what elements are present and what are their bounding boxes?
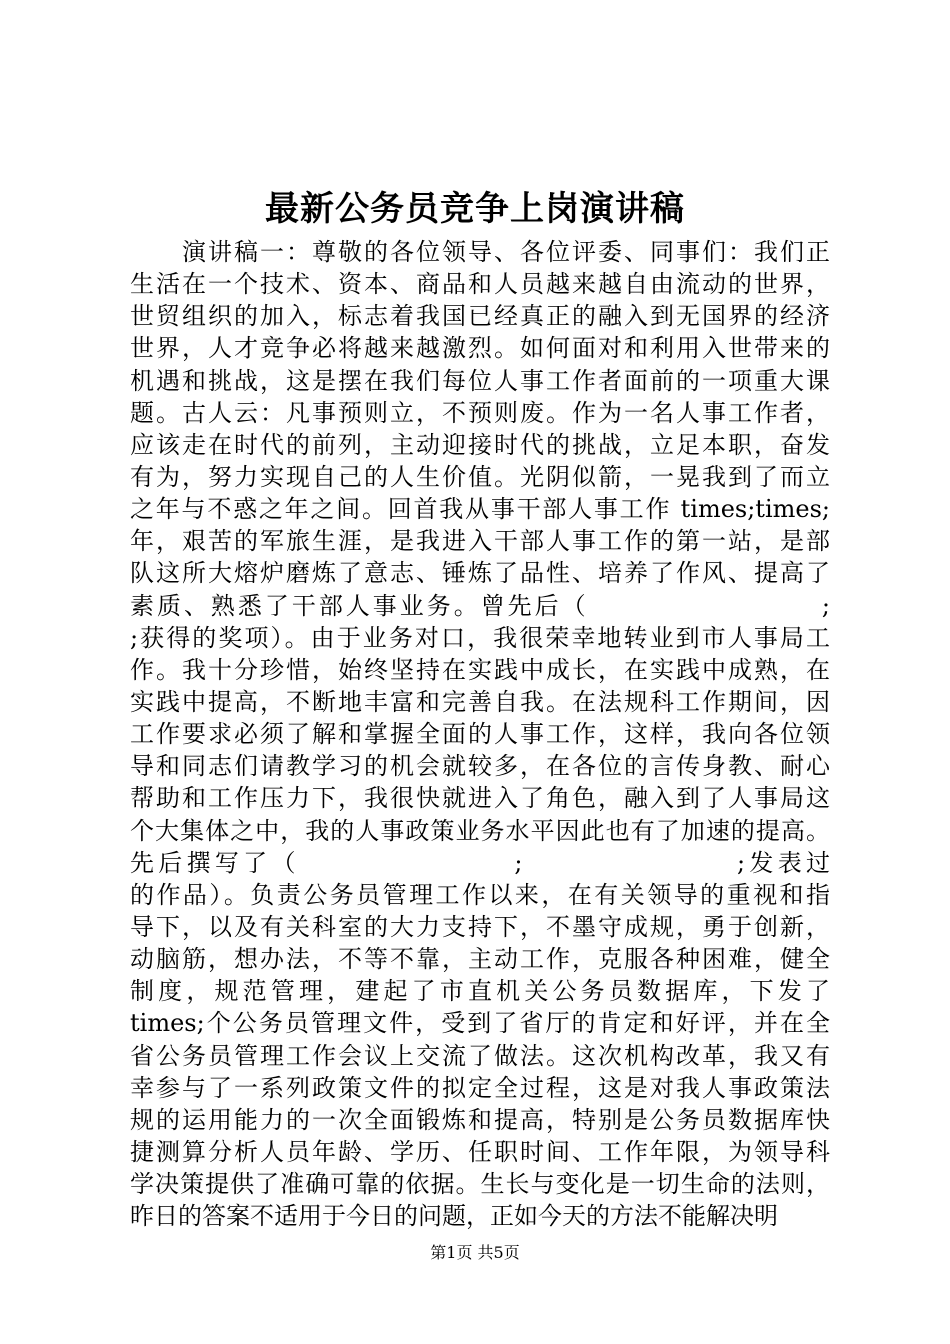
body-line: 机遇和挑战，这是摆在我们每位人事工作者面前的一项重大课 [130, 366, 830, 395]
body-line: 先后撰写了（ ; ;发表过 [130, 848, 830, 877]
body-line: 演讲稿一：尊敬的各位领导、各位评委、同事们：我们正 [130, 238, 830, 266]
body-line: 导和同志们请教学习的机会就较多，在各位的言传身教、耐心 [130, 752, 830, 781]
body-line: 素质、熟悉了干部人事业务。曾先后（ ; [130, 591, 830, 620]
page-footer: 第1页 共5页 [430, 1243, 520, 1262]
body-line: 队这所大熔炉磨炼了意志、锤炼了品性、培养了作风、提高了 [130, 559, 830, 588]
body-line: 规的运用能力的一次全面锻炼和提高，特别是公务员数据库快 [130, 1105, 830, 1134]
body-line: 生活在一个技术、资本、商品和人员越来越自由流动的世界， [130, 270, 830, 299]
body-line: 个大集体之中，我的人事政策业务水平因此也有了加速的提高。 [130, 816, 830, 845]
body-line: times;个公务员管理文件，受到了省厅的肯定和好评，并在全 [130, 1009, 830, 1038]
body-line: 动脑筋，想办法，不等不靠，主动工作，克服各种困难，健全 [130, 945, 830, 974]
body-line: 导下，以及有关科室的大力支持下，不墨守成规，勇于创新， [130, 912, 830, 941]
body-line: 省公务员管理工作会议上交流了做法。这次机构改革，我又有 [130, 1041, 830, 1070]
body-line: 学决策提供了准确可靠的依据。生长与变化是一切生命的法则， [130, 1170, 830, 1199]
body-line: 的作品）。负责公务员管理工作以来，在有关领导的重视和指 [130, 880, 830, 909]
body-line: 有为，努力实现自己的人生价值。光阴似箭，一晃我到了而立 [130, 462, 830, 491]
body-line: 制度，规范管理，建起了市直机关公务员数据库，下发了 [130, 977, 830, 1006]
body-line: 昨日的答案不适用于今日的问题，正如今天的方法不能解决明 [130, 1202, 778, 1231]
body-line: 之年与不惑之年之间。回首我从事干部人事工作 times;times; [130, 495, 830, 524]
body-line: 工作要求必须了解和掌握全面的人事工作，这样，我向各位领 [130, 720, 830, 749]
body-line: ;获得的奖项）。由于业务对口，我很荣幸地转业到市人事局工 [130, 623, 830, 652]
body-line: 实践中提高，不断地丰富和完善自我。在法规科工作期间，因 [130, 687, 830, 716]
body-line: 世界，人才竞争必将越来越激烈。如何面对和利用入世带来的 [130, 334, 830, 363]
body-line: 题。古人云：凡事预则立，不预则废。作为一名人事工作者， [130, 398, 830, 427]
document-title: 最新公务员竞争上岗演讲稿 [265, 189, 685, 229]
body-line: 世贸组织的加入，标志着我国已经真正的融入到无国界的经济 [130, 302, 830, 331]
body-line: 捷测算分析人员年龄、学历、任职时间、工作年限，为领导科 [130, 1137, 830, 1166]
document-body [130, 236, 830, 1232]
body-line: 幸参与了一系列政策文件的拟定全过程，这是对我人事政策法 [130, 1073, 830, 1102]
body-line: 年，艰苦的军旅生涯，是我进入干部人事工作的第一站，是部 [130, 527, 830, 556]
body-line: 帮助和工作压力下，我很快就进入了角色，融入到了人事局这 [130, 784, 830, 813]
body-line: 应该走在时代的前列，主动迎接时代的挑战，立足本职，奋发 [130, 430, 830, 459]
body-line: 作。我十分珍惜，始终坚持在实践中成长，在实践中成熟，在 [130, 655, 830, 684]
